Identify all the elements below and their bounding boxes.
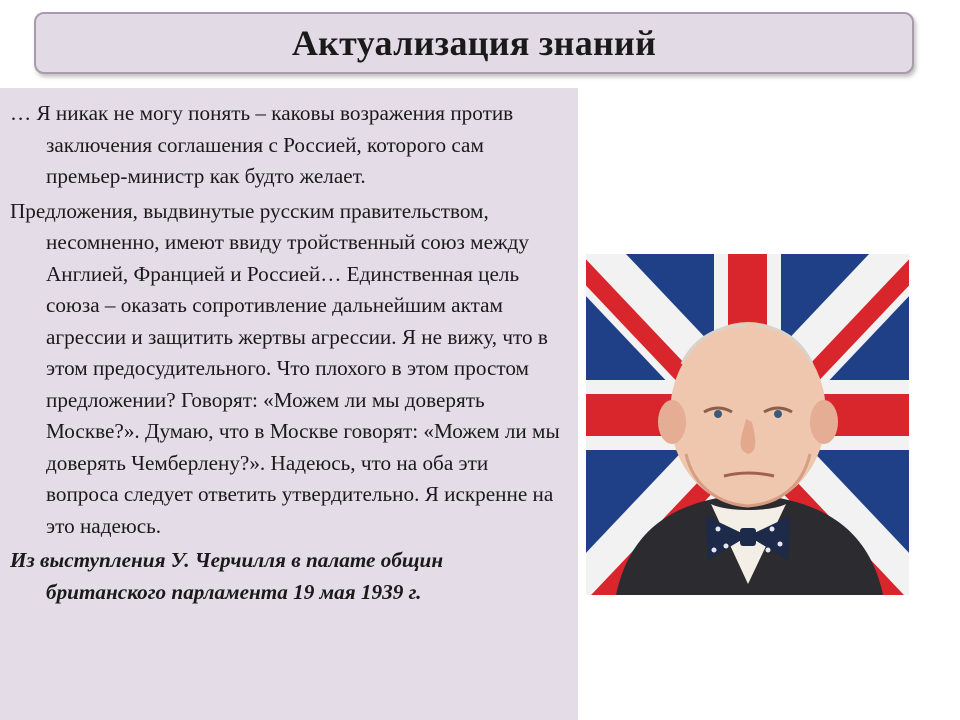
quote-source: Из выступления У. Черчилля в палате общин британского парламента 19 мая 1939 г. xyxy=(10,548,444,604)
title-banner xyxy=(34,12,914,74)
slide-title: Актуализация знаний xyxy=(291,23,657,63)
union-jack-portrait-image xyxy=(586,254,909,595)
quote-panel xyxy=(0,88,578,720)
churchill-portrait xyxy=(586,254,909,595)
quote-paragraph-1: … Я никак не могу понять – каковы возражения против заключения соглашения с Россией, которого сам премьер-министр как будто желает. xyxy=(10,101,514,188)
quote-paragraph-2: Предложения, выдвинутые русским правительством, несомненно, имеют ввиду тройственный союз между Англией, Францией и Россией… Единственная цель союза – оказать сопротивление дальнейшим актам агрессии и защитить жертвы агрессии. Я не вижу, что в этом предосудительного. Что плохого в этом простом предложении? Говорят: «Можем ли мы доверять Москве?». Думаю, что в Москве говорят: «Можем ли мы доверять Чемберлену?». Надеюсь, что на оба эти вопроса следует ответить утвердительно. Я искренне на это надеюсь. xyxy=(10,198,560,538)
